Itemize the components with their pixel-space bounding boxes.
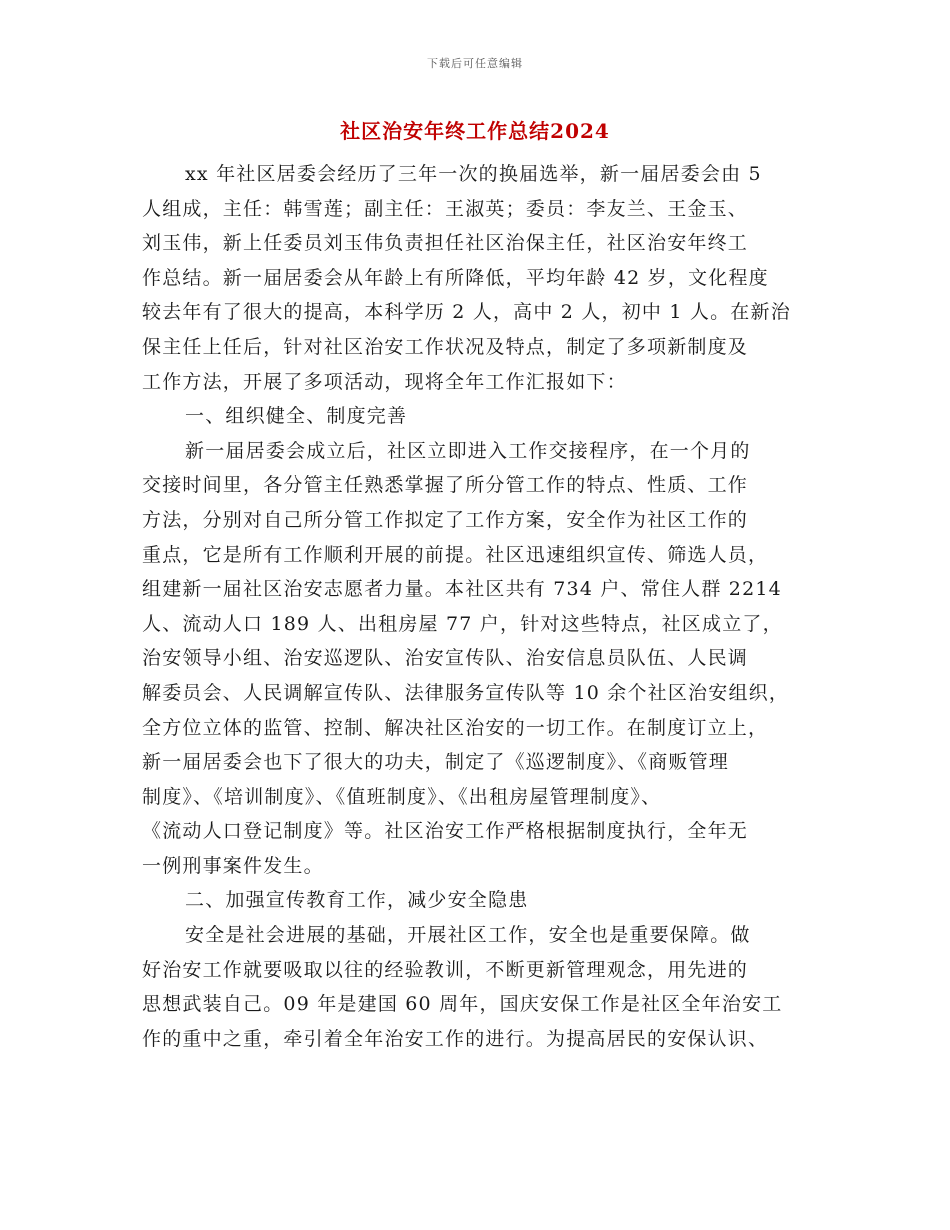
text-line: 好治安工作就要吸取以往的经验教训，不断更新管理观念，用先进的 [142, 958, 749, 981]
text-line: 作的重中之重，牵引着全年治安工作的进行。为提高居民的安保认识、 [142, 1027, 769, 1050]
text-line: 制度》、《培训制度》、《值班制度》、《出租房屋管理制度》、 [142, 785, 662, 808]
text-line: 人组成，主任：韩雪莲；副主任：王淑英；委员：李友兰、王金玉、 [142, 197, 749, 220]
text-line: 全方位立体的监管、控制、解决社区治安的一切工作。在制度订立上， [142, 716, 769, 739]
text-line: 二、加强宣传教育工作，减少安全隐患 [185, 889, 529, 912]
text-line: 方法，分别对自己所分管工作拟定了工作方案，安全作为社区工作的 [142, 508, 749, 531]
text-line: 交接时间里，各分管主任熟悉掌握了所分管工作的特点、性质、工作 [142, 474, 749, 497]
text-line: 一例刑事案件发生。 [142, 854, 324, 877]
text-line: 新一届居委会也下了很大的功夫，制定了《巡逻制度》、《商贩管理 [142, 751, 730, 774]
text-line: 作总结。新一届居委会从年龄上有所降低，平均年龄 42 岁，文化程度 [142, 266, 769, 289]
text-line: 刘玉伟，新上任委员刘玉伟负责担任社区治保主任，社区治安年终工 [142, 232, 749, 255]
text-line: 新一届居委会成立后，社区立即进入工作交接程序，在一个月的 [185, 439, 751, 462]
text-line: 思想武装自己。09 年是建国 60 周年，国庆安保工作是社区全年治安工 [142, 993, 783, 1016]
text-line: 一、组织健全、制度完善 [185, 405, 408, 428]
text-line: 人、流动人口 189 人、出租房屋 77 户，针对这些特点，社区成立了， [142, 612, 783, 635]
text-line: 工作方法，开展了多项活动，现将全年工作汇报如下： [142, 370, 627, 393]
text-line: 保主任上任后，针对社区治安工作状况及特点，制定了多项新制度及 [142, 335, 749, 358]
text-line: 治安领导小组、治安巡逻队、治安宣传队、治安信息员队伍、人民调 [142, 647, 749, 670]
header-note: 下载后可任意编辑 [427, 57, 523, 70]
document-body [142, 157, 814, 1056]
text-line: 组建新一届社区治安志愿者力量。本社区共有 734 户、常住人群 2214 [142, 578, 782, 601]
text-line: xx 年社区居委会经历了三年一次的换届选举，新一届居委会由 5 [185, 163, 762, 185]
document-title: 社区治安年终工作总结2024 [340, 119, 610, 143]
text-line: 解委员会、人民调解宣传队、法律服务宣传队等 10 余个社区治安组织， [142, 681, 790, 704]
text-line: 安全是社会进展的基础，开展社区工作，安全也是重要保障。做 [185, 924, 751, 947]
text-line: 较去年有了很大的提高，本科学历 2 人，高中 2 人，初中 1 人。在新治 [142, 301, 791, 324]
text-line: 重点，它是所有工作顺利开展的前提。社区迅速组织宣传、筛选人员， [142, 543, 769, 566]
text-line: 《流动人口登记制度》等。社区治安工作严格根据制度执行，全年无 [142, 820, 749, 843]
